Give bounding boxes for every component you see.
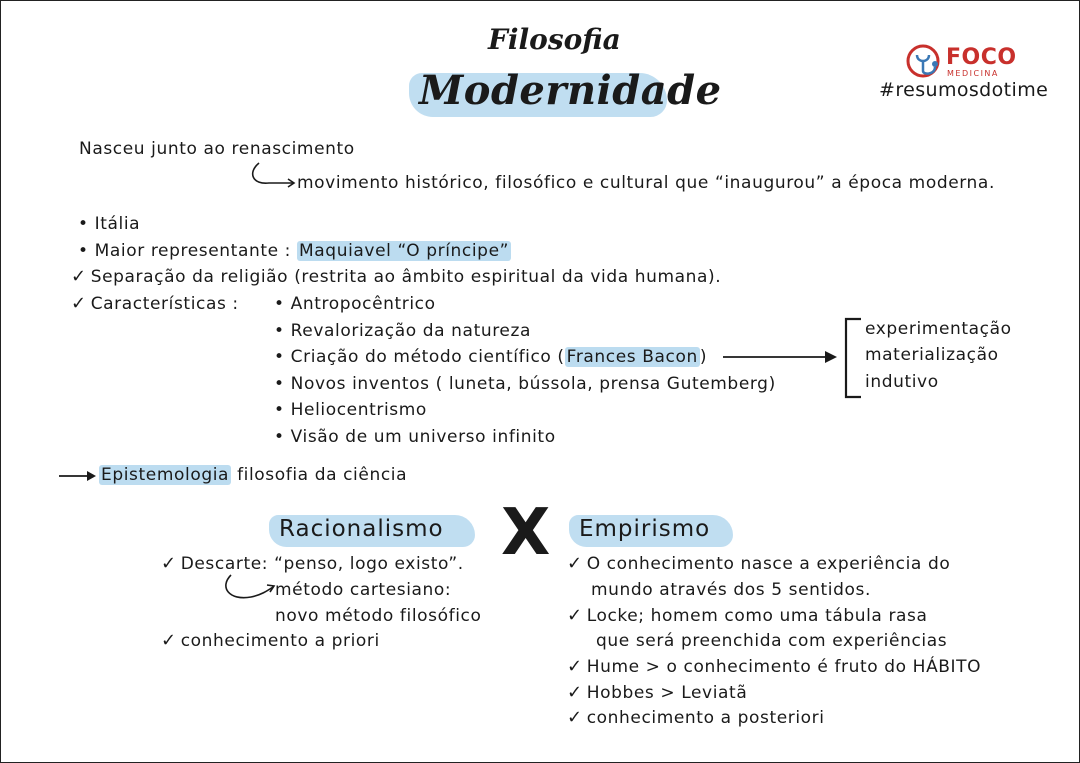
empirismo-l1-text: O conhecimento nasce a experiência do — [586, 554, 951, 574]
check-icon: ✓ — [567, 656, 583, 677]
caracteristica-item: • Revalorização da natureza — [274, 320, 531, 342]
point-italia: • Itália — [78, 213, 140, 235]
check-icon: ✓ — [567, 707, 583, 728]
logo-name: FOCO — [946, 45, 1017, 70]
check-icon: ✓ — [71, 266, 87, 287]
epistemologia-hl: Epistemologia — [101, 465, 230, 485]
check-icon: ✓ — [567, 553, 583, 574]
racionalismo-l4-text: conhecimento a priori — [180, 631, 380, 651]
hashtag: #resumosdotime — [879, 79, 1049, 101]
empirismo-l2b: que será preenchida com experiências — [596, 631, 948, 651]
bacon-item: materialização — [865, 345, 999, 365]
racionalismo-l4 — [161, 630, 380, 652]
intro-line1: Nasceu junto ao renascimento — [79, 139, 355, 159]
empirismo-l1b: mundo através dos 5 sentidos. — [591, 580, 871, 600]
intro-line2: movimento histórico, filosófico e cultural que “inaugurou” a época moderna. — [297, 173, 995, 193]
racionalismo-l1-text: Descarte: “penso, logo existo”. — [180, 554, 464, 574]
empirismo-l3-text: Hume > o conhecimento é fruto do HÁBITO — [586, 657, 982, 677]
arrow-right-icon — [723, 349, 843, 365]
page-title: Modernidade — [419, 67, 722, 114]
racionalismo-title: Racionalismo — [279, 516, 444, 542]
caracteristica-item: • Heliocentrismo — [274, 399, 427, 421]
empirismo-l5 — [567, 707, 825, 729]
check-icon: ✓ — [161, 630, 177, 651]
empirismo-l2-text: Locke; homem como uma tábula rasa — [586, 606, 928, 626]
empirismo-l3 — [567, 656, 981, 678]
arrow-right-icon — [59, 469, 99, 483]
curved-arrow-icon — [247, 161, 297, 191]
c3-post: ) — [699, 347, 708, 367]
representante-value: Maquiavel “O príncipe” — [299, 241, 510, 261]
bacon-item: indutivo — [865, 372, 939, 392]
caracteristica-item: • Visão de um universo infinito — [274, 426, 556, 448]
stethoscope-heart-icon — [905, 41, 945, 81]
caracteristicas-label: Características : — [90, 294, 239, 314]
check-icon: ✓ — [567, 682, 583, 703]
caracteristica-item: • Novos inventos ( luneta, bússola, prensa Gutemberg) — [274, 373, 776, 395]
empirismo-title: Empirismo — [579, 516, 711, 542]
check-icon: ✓ — [71, 293, 87, 314]
check-icon: ✓ — [567, 605, 583, 626]
empirismo-l5-text: conhecimento a posteriori — [586, 708, 825, 728]
epistemologia-line — [99, 464, 407, 486]
check-icon: ✓ — [161, 553, 177, 574]
caracteristica-item-bacon — [274, 346, 707, 368]
c3-pre: • Criação do método científico ( — [274, 347, 565, 367]
point-representante — [78, 240, 511, 262]
caracteristica-item: • Antropocêntrico — [274, 293, 436, 315]
point-separacao — [71, 266, 721, 288]
point-caracteristicas — [71, 293, 239, 315]
epistemologia-rest: filosofia da ciência — [237, 465, 408, 485]
bacon-item: experimentação — [865, 319, 1012, 339]
empirismo-l4 — [567, 682, 747, 704]
frances-bacon: Frances Bacon — [566, 347, 698, 367]
separacao-text: Separação da religião (restrita ao âmbito espiritual da vida humana). — [90, 267, 722, 287]
empirismo-l1 — [567, 553, 950, 575]
bracket-icon — [843, 317, 863, 399]
logo-sub: MEDICINA — [947, 69, 999, 78]
racionalismo-l1 — [161, 553, 464, 575]
racionalismo-l2: método cartesiano: — [275, 580, 452, 600]
curved-arrow-icon — [221, 573, 277, 603]
empirismo-l2 — [567, 605, 928, 627]
racionalismo-l3: novo método filosófico — [275, 606, 482, 626]
versus-mark: X — [501, 496, 551, 570]
title-small: Filosofia — [488, 23, 621, 56]
empirismo-l4-text: Hobbes > Leviatã — [586, 683, 748, 703]
representante-label: • Maior representante : — [78, 241, 291, 261]
